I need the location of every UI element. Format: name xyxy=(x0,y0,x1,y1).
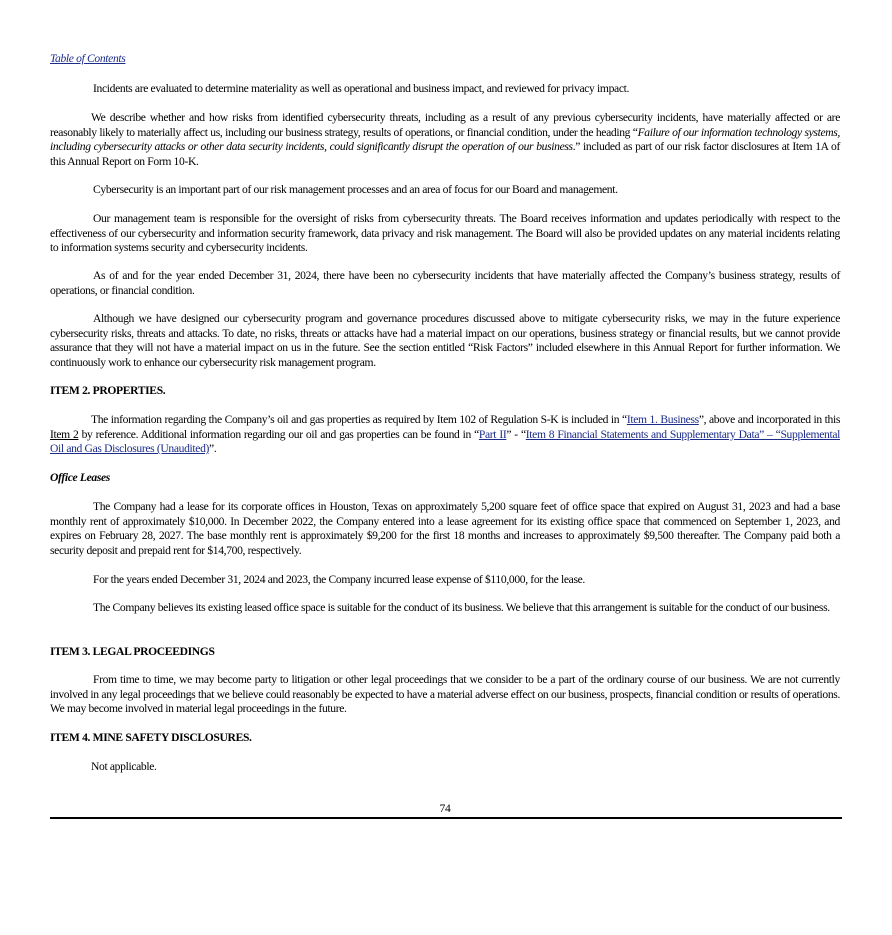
table-of-contents-link[interactable]: Table of Contents xyxy=(50,52,126,65)
paragraph-cybersecurity-focus xyxy=(50,183,840,198)
office-leases-heading: Office Leases xyxy=(50,471,110,484)
paragraph-risk-description xyxy=(50,111,840,169)
paragraph-lease-expense-text: For the years ended December 31, 2024 and 2023, the Company incurred lease expense of $110,000, for the lease. xyxy=(93,573,585,586)
paragraph-not-applicable xyxy=(50,760,840,775)
page-number: 74 xyxy=(439,802,451,815)
paragraph-cybersecurity-focus-text: Cybersecurity is an important part of our risk management processes and an area of focus for our Board and management. xyxy=(93,183,618,196)
paragraph-future-risks-text: Although we have designed our cybersecurity program and governance procedures discussed above to mitigate cybersecurity risks, we may in the future experience cybersecurity risks, threats and attacks. To date, no risks, threats or attacks have had a material impact on our operations, business strategy or financial results, but we cannot provide assurance that they will not have a material impact on us in the future. See the section entitled “Risk Factors” included elsewhere in this Annual Report for further information. We continuously work to enhance our cybersecurity risk management program. xyxy=(50,312,840,369)
paragraph-legal-proceedings-text: From time to time, we may become party to litigation or other legal proceedings that we consider to be a part of the ordinary course of our business. We are not currently involved in any legal proceedings that we believe could reasonably be expected to have a material adverse effect on our business, prospects, financial condition or results of operations. We may become involved in material legal proceedings in the future. xyxy=(50,673,840,716)
paragraph-office-lease xyxy=(50,500,840,558)
paragraph-properties-text: The information regarding the Company’s oil and gas properties as required by Item 102 of Regulation S-K is included in “ xyxy=(91,413,627,426)
item-3-heading: ITEM 3. LEGAL PROCEEDINGS xyxy=(50,645,215,658)
risk-factor-heading-reference: Failure of our information technology systems, including cybersecurity attacks or other data security incidents, could significantly disrupt the operation of our business xyxy=(50,125,840,154)
paragraph-incidents-text: Incidents are evaluated to determine materiality as well as operational and business impact, and reviewed for privacy impact. xyxy=(93,82,630,95)
paragraph-not-applicable-text: Not applicable. xyxy=(91,760,157,773)
item-4-heading: ITEM 4. MINE SAFETY DISCLOSURES. xyxy=(50,731,252,744)
item-8-financial-statements-link[interactable]: Item 8 Financial Statements and Supplementary Data” – “Supplemental Oil and Gas Disclosures (Unaudited) xyxy=(50,427,841,456)
paragraph-management-oversight xyxy=(50,212,840,256)
paragraph-properties-text-3: by reference. Additional information regarding our oil and gas properties can be found in “ xyxy=(78,427,479,441)
paragraph-risk-description-tail: .” included as part of our risk factor disclosures at Item 1A of this Annual Report on Form 10-K. xyxy=(50,140,840,168)
paragraph-office-lease-text: The Company had a lease for its corporate offices in Houston, Texas on approximately 5,200 square feet of office space that expired on August 31, 2023 and had a base monthly rent of approximately $10,000. In December 2022, the Company entered into a lease agreement for its existing office space that commenced on September 1, 2023, and expires on February 28, 2027. The base monthly rent is approximately $9,200 for the first 18 months and increases to approximately $9,500 thereafter. The Company paid both a security deposit and prepaid rent for $14,700, respectively. xyxy=(50,500,840,557)
paragraph-no-incidents xyxy=(50,269,840,298)
paragraph-properties xyxy=(50,413,840,457)
item-1-business-link[interactable]: Item 1. Business xyxy=(626,413,699,426)
paragraph-properties-text-4: ” - “ xyxy=(506,427,526,441)
paragraph-office-suitability-text: The Company believes its existing leased office space is suitable for the conduct of its business. We believe that this arrangement is suitable for the conduct of our business. xyxy=(93,601,830,614)
paragraph-office-suitability xyxy=(50,601,840,616)
part-ii-link[interactable]: Part II xyxy=(478,427,507,441)
paragraph-no-incidents-text: As of and for the year ended December 31, 2024, there have been no cybersecurity incidents that have materially affected the Company’s business strategy, results of operations, or financial condition. xyxy=(50,269,840,297)
item-2-reference: Item 2 xyxy=(50,427,79,441)
paragraph-management-oversight-text: Our management team is responsible for the oversight of risks from cybersecurity threats. The Board receives information and updates periodically with respect to the effectiveness of our cybersecurity and information security framework, data privacy and risk management. The Board will also be provided updates on any material incidents relating to information systems security and cybersecurity incidents. xyxy=(50,212,840,255)
page-footer-rule xyxy=(50,817,842,819)
item-2-heading: ITEM 2. PROPERTIES. xyxy=(50,384,166,397)
paragraph-future-risks xyxy=(50,312,840,370)
paragraph-properties-text-5: ”. xyxy=(209,442,217,456)
paragraph-lease-expense xyxy=(50,573,840,588)
paragraph-risk-description-text: We describe whether and how risks from identified cybersecurity threats, including as a result of any previous cybersecurity incidents, have materially affected or are reasonably likely to materially affect us, including our business strategy, results of operations, or financial condition, under the heading “ xyxy=(50,111,840,139)
paragraph-legal-proceedings xyxy=(50,673,840,717)
paragraph-incidents xyxy=(50,82,840,97)
paragraph-properties-text-2: ”, above and incorporated in this xyxy=(698,413,841,426)
